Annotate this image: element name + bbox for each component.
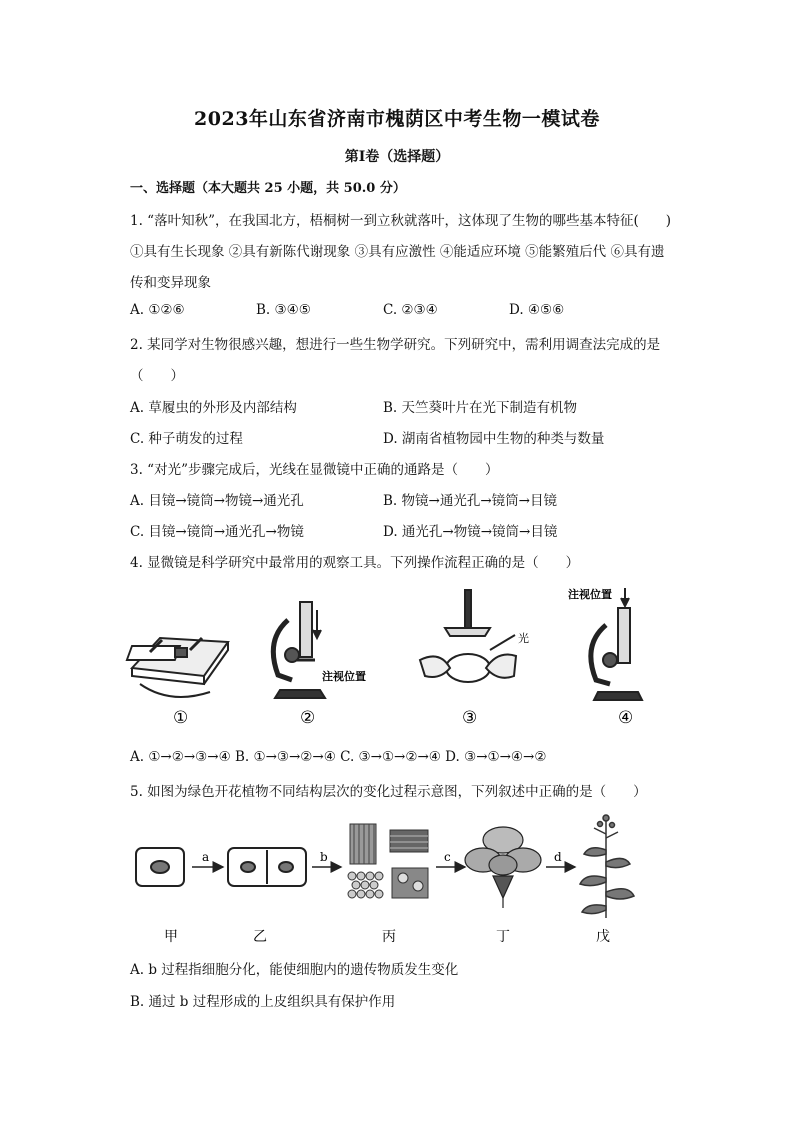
q2-stem-line2: （ ） — [130, 368, 184, 384]
whole-plant-illustration — [580, 815, 634, 918]
q2-option-d: D. 湖南省植物园中生物的种类与数量 — [383, 431, 605, 447]
q1-option-a: A. ①②⑥ — [130, 302, 185, 318]
q2-stem: 2. 某同学对生物很感兴趣，想进行一些生物学研究。下列研究中，需利用调查法完成的是 — [130, 337, 661, 353]
light-label: 光 — [518, 632, 529, 645]
tissues-illustration — [348, 824, 428, 898]
flower-illustration — [465, 827, 541, 908]
q1-stem: 1. “落叶知秋”，在我国北方，梧桐树一到立秋就落叶，这体现了生物的哪些基本特征( ) — [130, 213, 672, 229]
q2-option-b: B. 天竺葵叶片在光下制造有机物 — [383, 400, 578, 416]
watch-position-label-2: 注视位置 — [322, 670, 366, 683]
figure-label-2: ② — [300, 708, 316, 728]
q3-option-a: A. 目镜→镜筒→物镜→通光孔 — [130, 493, 304, 509]
figure-label-4: ④ — [618, 708, 634, 728]
stage-label-yi: 乙 — [253, 929, 267, 945]
q2-option-a: A. 草履虫的外形及内部结构 — [130, 400, 297, 416]
stage-label-jia: 甲 — [164, 929, 178, 945]
q3-stem: 3. “对光”步骤完成后，光线在显微镜中正确的通路是（ ） — [130, 462, 499, 478]
process-a-label: a — [202, 850, 210, 864]
section-heading: 一、选择题（本大题共 25 小题，共 50.0 分） — [130, 181, 406, 196]
figure-label-1: ① — [173, 708, 189, 728]
stage-label-ding: 丁 — [496, 929, 510, 945]
q3-option-b: B. 物镜→通光孔→镜筒→目镜 — [383, 493, 557, 509]
stage-slide-illustration — [127, 638, 228, 697]
process-c-label: c — [444, 850, 451, 864]
watch-position-label-4: 注视位置 — [568, 588, 612, 601]
q1-option-d: D. ④⑤⑥ — [509, 302, 565, 318]
q3-option-d: D. 通光孔→物镜→镜筒→目镜 — [383, 524, 558, 540]
microscope-lowering-illustration — [273, 602, 325, 698]
plant-structure-figure — [128, 810, 648, 950]
single-cell-illustration — [136, 848, 184, 886]
q1-stem-line3: 传和变异现象 — [130, 275, 211, 291]
q2-option-c: C. 种子萌发的过程 — [130, 431, 243, 447]
figure-label-3: ③ — [462, 708, 478, 728]
two-cells-illustration — [228, 848, 306, 886]
q4-options: A. ①→②→③→④ B. ①→③→②→④ C. ③→①→②→④ D. ③→①→④→② — [130, 749, 547, 765]
stage-label-bing: 丙 — [382, 929, 396, 945]
q1-stem-line2: ①具有生长现象 ②具有新陈代谢现象 ③具有应激性 ④能适应环境 ⑤能繁殖后代 ⑥具有遗 — [130, 244, 665, 260]
process-d-label: d — [554, 850, 562, 864]
q3-option-c: C. 目镜→镜筒→通光孔→物镜 — [130, 524, 304, 540]
q5-option-a: A. b 过程指细胞分化，能使细胞内的遗传物质发生变化 — [130, 962, 459, 978]
part-title: 第I卷（选择题） — [344, 149, 450, 165]
exam-title: 2023年山东省济南市槐荫区中考生物一模试卷 — [194, 108, 600, 130]
microscope-raising-illustration — [591, 588, 642, 700]
microscope-figure — [120, 580, 650, 740]
q5-stem: 5. 如图为绿色开花植物不同结构层次的变化过程示意图，下列叙述中正确的是（ ） — [130, 784, 647, 800]
stage-label-wu: 戊 — [596, 929, 610, 945]
process-b-label: b — [320, 850, 328, 864]
q4-stem: 4. 显微镜是科学研究中最常用的观察工具。下列操作流程正确的是（ ） — [130, 555, 580, 571]
q1-option-c: C. ②③④ — [383, 302, 438, 318]
mirror-adjusting-illustration — [420, 590, 516, 682]
q1-option-b: B. ③④⑤ — [256, 302, 311, 318]
q5-option-b: B. 通过 b 过程形成的上皮组织具有保护作用 — [130, 994, 396, 1010]
